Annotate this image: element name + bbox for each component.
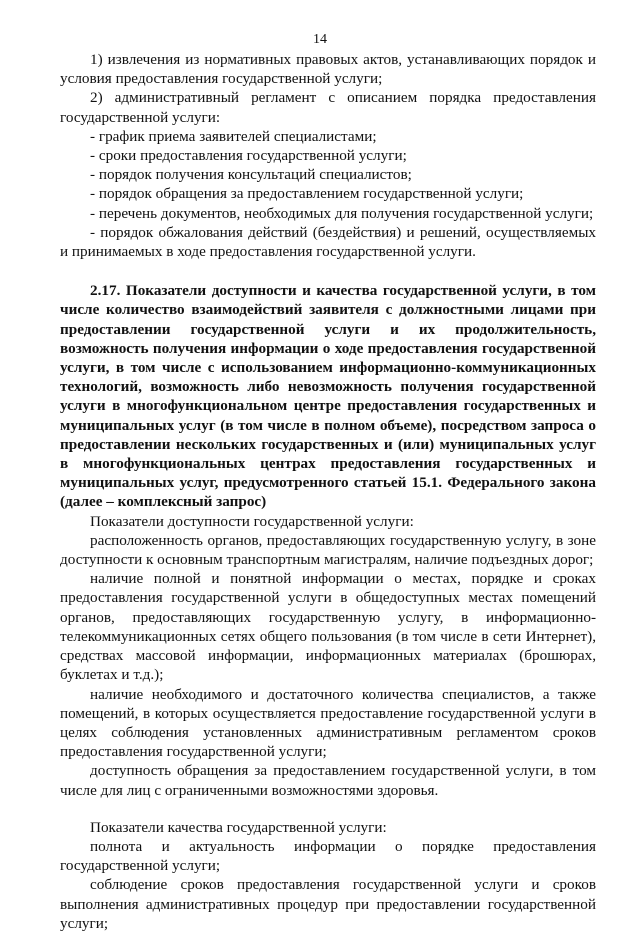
accessibility-item: наличие полной и понятной информации о местах, порядке и сроках предоставления государственной услуги в общедоступных местах помещений органов, предоставляющих государственную услугу, в информационно-телекоммуникационных сетях общего пользования (в том числе в сети Интернет), средствах массовой информации, информационных материалах (брошюрах, буклетах и т.д.);	[60, 570, 596, 684]
quality-item: полнота и актуальность информации о порядке предоставления государственной услуги;	[60, 837, 596, 875]
list-item: - сроки предоставления государственной услуги;	[90, 147, 407, 165]
accessibility-item: расположенность органов, предоставляющих государственную услугу, в зоне доступности к основным транспортным магистралям, наличие подъездных дорог;	[60, 531, 596, 569]
page-number: 14	[313, 32, 327, 47]
accessibility-item: наличие необходимого и достаточного количества специалистов, а также помещений, в которых осуществляется предоставление государственной услуги в целях соблюдения установленных административным регламентом сроков предоставления государственной услуги;	[60, 685, 596, 761]
section-heading: 2.17. Показатели доступности и качества государственной услуги, в том числе количество взаимодействий заявителя с должностными лицами при предоставлении государственной услуги и их продолжительность, возможность получения информации о ходе предоставления государственной услуги, в том числе с использованием информационно-коммуникационных технологий, возможность либо невозможность получения государственной услуги в многофункциональном центре предоставления государственных и муниципальных услуг (в том числе в полном объеме), посредством запроса о предоставлении нескольких государственных и (или) муниципальных услуг в многофункциональных центрах предоставления государственных и муниципальных услуг, предусмотренного статьей 15.1. Федерального закона (далее – комплексный запрос)	[60, 282, 596, 511]
list-item: 2) административный регламент с описанием порядка предоставления государственной услуги:	[60, 89, 596, 126]
spacer	[60, 261, 596, 281]
list-item: - перечень документов, необходимых для получения государственной услуги;	[90, 204, 594, 222]
page-body	[60, 50, 596, 933]
list-item: - порядок получения консультаций специалистов;	[90, 166, 412, 184]
accessibility-title: Показатели доступности государственной услуги:	[90, 512, 414, 530]
quality-item: соблюдение сроков предоставления государственной услуги и сроков выполнения административных процедур при предоставлении государственной услуги;	[60, 876, 596, 932]
list-item: 1) извлечения из нормативных правовых актов, устанавливающих порядок и условия предоставления государственной услуги;	[60, 51, 596, 88]
list-item: - порядок обращения за предоставлением государственной услуги;	[90, 185, 524, 203]
spacer	[60, 800, 596, 818]
quality-title: Показатели качества государственной услуги:	[90, 818, 387, 836]
accessibility-item: доступность обращения за предоставлением государственной услуги, в том числе для лиц с ограниченными возможностями здоровья.	[60, 762, 596, 799]
list-item: - порядок обжалования действий (бездействия) и решений, осуществляемых и принимаемых в ходе предоставления государственной услуги.	[60, 223, 596, 261]
list-item: - график приема заявителей специалистами;	[90, 127, 377, 145]
